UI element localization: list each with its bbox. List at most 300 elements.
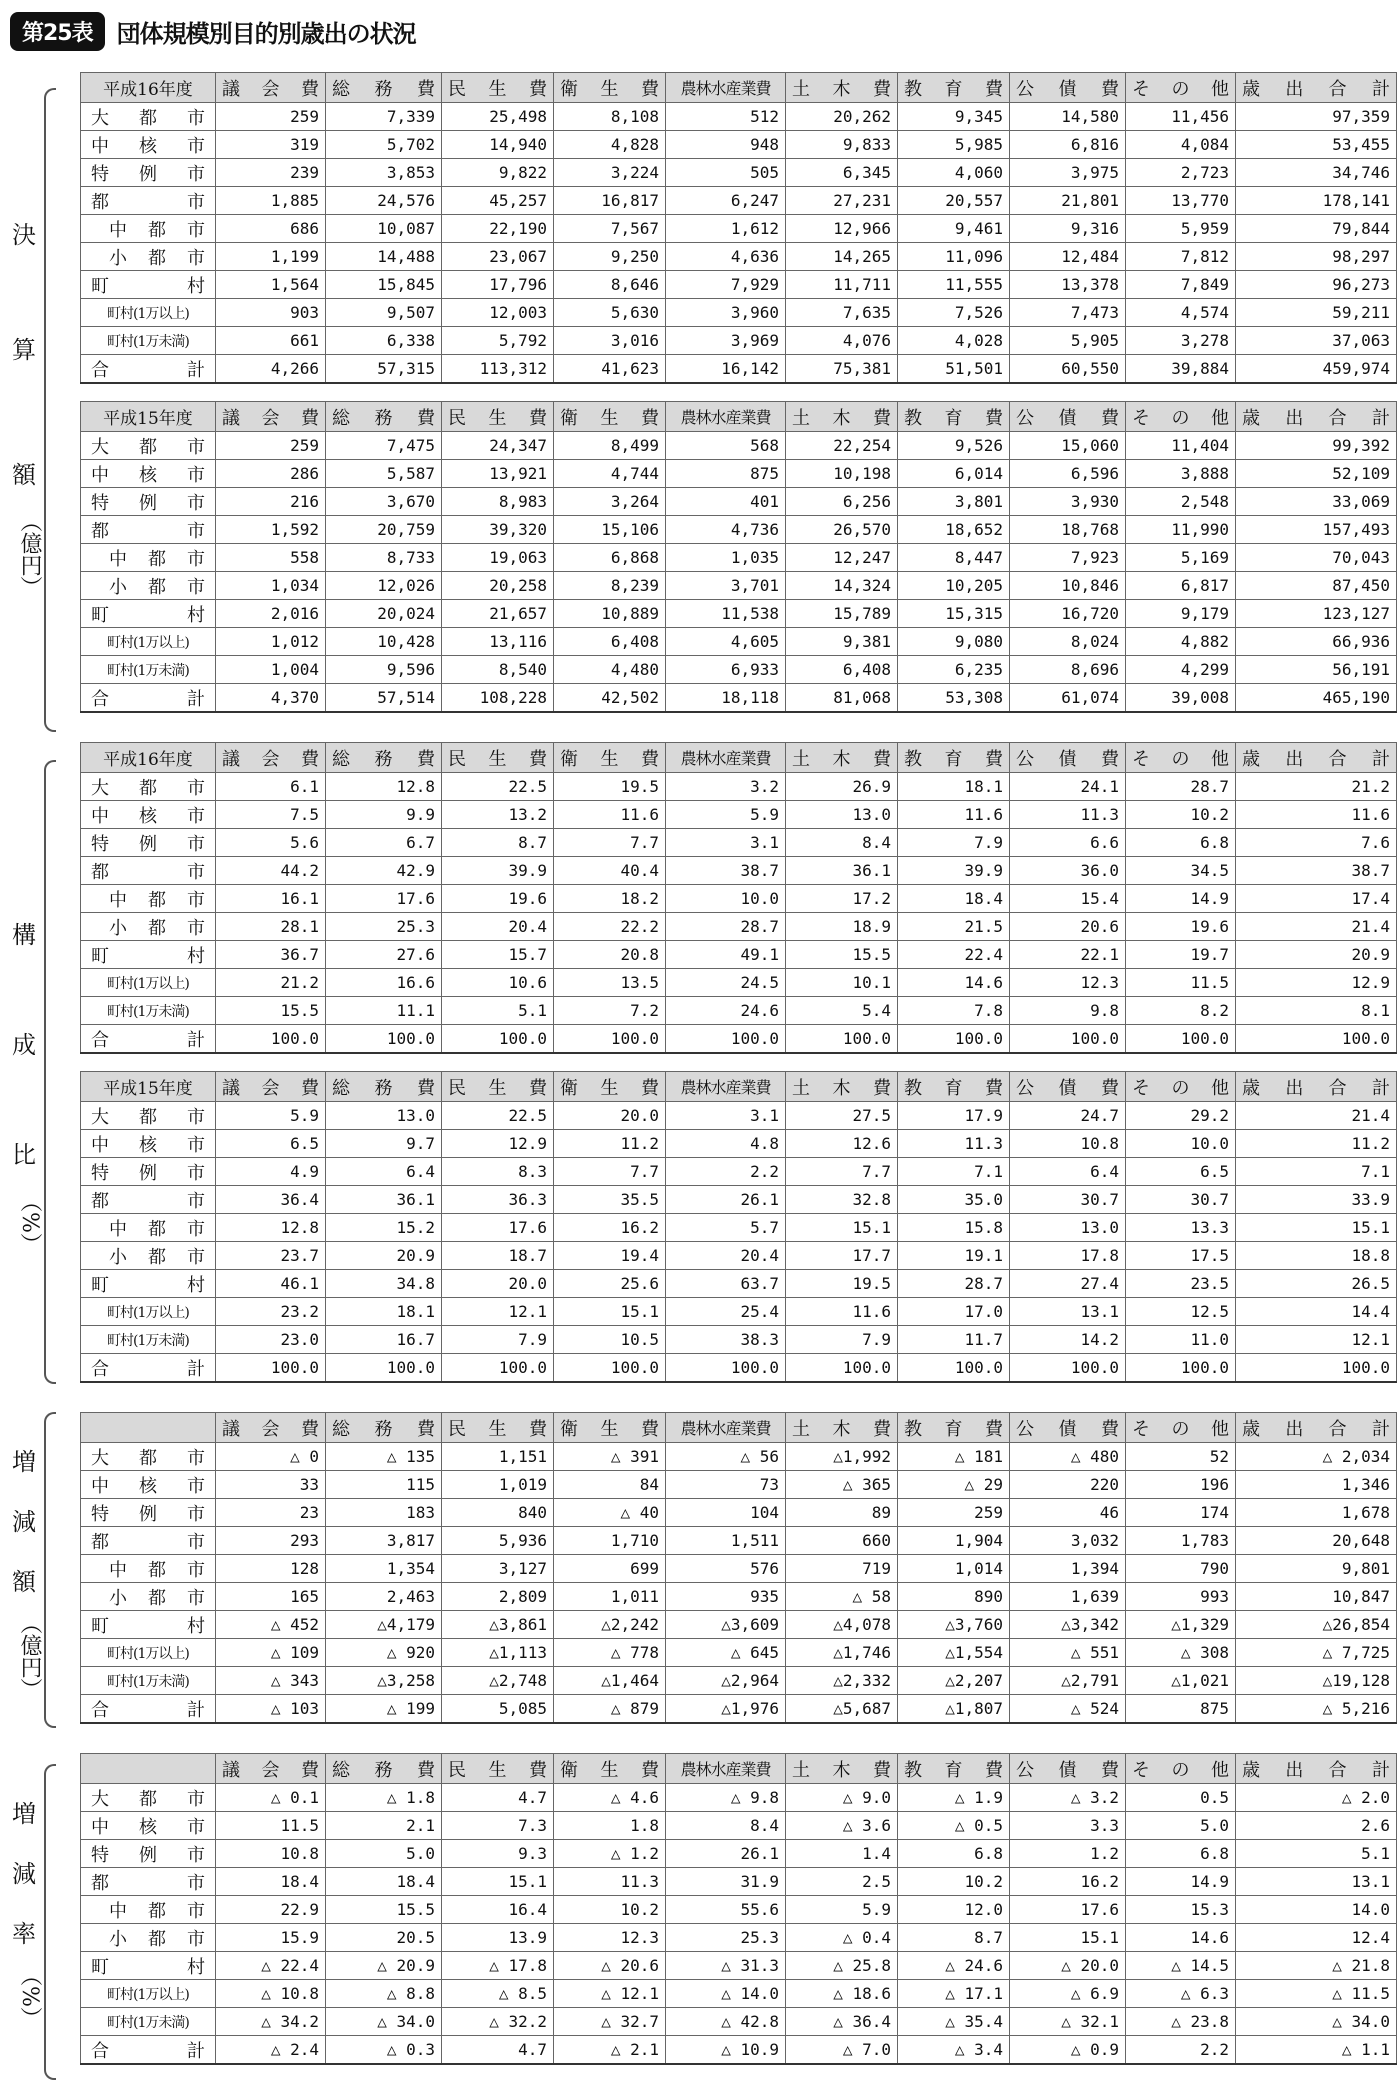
table-cell: 20.5 — [326, 1924, 442, 1952]
table-cell: 9,596 — [326, 656, 442, 684]
table-row — [81, 941, 1397, 969]
table-cell: 39,008 — [1126, 684, 1236, 713]
table-cell: 26.1 — [666, 1840, 786, 1868]
table-cell: 3.1 — [666, 829, 786, 857]
column-header: 公債費 — [1010, 743, 1126, 773]
table-cell: △ 17.1 — [898, 1980, 1010, 2008]
header-row — [81, 743, 1397, 773]
column-header: その他 — [1126, 73, 1236, 103]
table-cell: △ 0.1 — [216, 1784, 326, 1812]
table-row — [81, 1840, 1397, 1868]
table-cell: △ 365 — [786, 1471, 898, 1499]
table-cell: 12.0 — [898, 1896, 1010, 1924]
table-cell: 1,151 — [442, 1443, 554, 1471]
table-cell: 6.8 — [1126, 829, 1236, 857]
table-cell: 5,985 — [898, 131, 1010, 159]
table-cell: 2.2 — [666, 1158, 786, 1186]
table-cell: 1,034 — [216, 572, 326, 600]
column-header: 議会費 — [216, 1072, 326, 1102]
table-cell: 100.0 — [786, 1354, 898, 1383]
table-row — [81, 885, 1397, 913]
table-cell: △1,464 — [554, 1667, 666, 1695]
table-cell: 6,247 — [666, 187, 786, 215]
row-label: 特例市 — [81, 829, 216, 857]
table-cell: 259 — [216, 432, 326, 460]
table-cell: △1,021 — [1126, 1667, 1236, 1695]
table-row — [81, 1443, 1397, 1471]
table-cell: 17.8 — [1010, 1242, 1126, 1270]
table-cell: △ 480 — [1010, 1443, 1126, 1471]
table-cell: 7.3 — [442, 1812, 554, 1840]
table-cell: 20.0 — [442, 1270, 554, 1298]
row-label: 合計 — [81, 1354, 216, 1383]
table-cell: 10.0 — [1126, 1130, 1236, 1158]
table-cell: 13.1 — [1010, 1298, 1126, 1326]
table-cell: 56,191 — [1236, 656, 1397, 684]
table-cell: 9.7 — [326, 1130, 442, 1158]
table-cell: 7,475 — [326, 432, 442, 460]
table-cell: 49.1 — [666, 941, 786, 969]
table-cell: 5,792 — [442, 327, 554, 355]
table-cell: 1,019 — [442, 1471, 554, 1499]
column-header: 農林水産業費 — [666, 1413, 786, 1443]
table-cell: 36.1 — [786, 857, 898, 885]
table-cell: 19.5 — [786, 1270, 898, 1298]
table-cell: △ 3.2 — [1010, 1784, 1126, 1812]
table-row — [81, 488, 1397, 516]
section-bracket — [44, 1764, 56, 2080]
table-row — [81, 131, 1397, 159]
table-cell: 15.8 — [898, 1214, 1010, 1242]
table-cell: 3,888 — [1126, 460, 1236, 488]
table-cell: 19.4 — [554, 1242, 666, 1270]
table-cell: 14.0 — [1236, 1896, 1397, 1924]
column-header: 教育費 — [898, 1754, 1010, 1784]
table-cell: △ 920 — [326, 1639, 442, 1667]
table-cell: 5,630 — [554, 299, 666, 327]
table-cell: 20,262 — [786, 103, 898, 131]
table-cell: 660 — [786, 1527, 898, 1555]
table-cell: 286 — [216, 460, 326, 488]
table-cell: 6,868 — [554, 544, 666, 572]
column-header: 公債費 — [1010, 402, 1126, 432]
table-cell: △ 21.8 — [1236, 1952, 1397, 1980]
table-cell: 1.4 — [786, 1840, 898, 1868]
table-cell: 12.1 — [1236, 1326, 1397, 1354]
section-label-char: 算 — [12, 336, 36, 364]
table-cell: 9.8 — [1010, 997, 1126, 1025]
table-cell: 1,354 — [326, 1555, 442, 1583]
column-header: 議会費 — [216, 1413, 326, 1443]
table-cell: 5.0 — [326, 1840, 442, 1868]
table-cell: 19,063 — [442, 544, 554, 572]
table-cell: 7,339 — [326, 103, 442, 131]
table-row — [81, 460, 1397, 488]
table-cell: 6,235 — [898, 656, 1010, 684]
table-cell: 53,455 — [1236, 131, 1397, 159]
row-label: 町村 — [81, 941, 216, 969]
table-cell: △2,791 — [1010, 1667, 1126, 1695]
table-row — [81, 1186, 1397, 1214]
row-label: 中都市 — [81, 885, 216, 913]
table-cell: 36.3 — [442, 1186, 554, 1214]
table-cell: 11,096 — [898, 243, 1010, 271]
table-cell: △3,258 — [326, 1667, 442, 1695]
table-cell: △1,992 — [786, 1443, 898, 1471]
table-cell: 9.9 — [326, 801, 442, 829]
table-cell: 100.0 — [898, 1025, 1010, 1054]
table-row — [81, 997, 1397, 1025]
table-cell: △ 2.0 — [1236, 1784, 1397, 1812]
table-cell: 4,882 — [1126, 628, 1236, 656]
row-label: 特例市 — [81, 1840, 216, 1868]
table-cell: 21.2 — [1236, 773, 1397, 801]
table-row — [81, 1952, 1397, 1980]
table-cell: 33.9 — [1236, 1186, 1397, 1214]
section-label-char: 成 — [12, 1031, 36, 1059]
table-cell: 12.8 — [216, 1214, 326, 1242]
table-cell: 8,540 — [442, 656, 554, 684]
column-header: 衛生費 — [554, 743, 666, 773]
table-cell: 22,254 — [786, 432, 898, 460]
table-cell: 33 — [216, 1471, 326, 1499]
row-label: 小都市 — [81, 572, 216, 600]
table-cell: △ 391 — [554, 1443, 666, 1471]
table-cell: 11,538 — [666, 600, 786, 628]
table-cell: 12.9 — [1236, 969, 1397, 997]
table-cell: 22.2 — [554, 913, 666, 941]
table-cell: 18,652 — [898, 516, 1010, 544]
table-cell: 13.0 — [1010, 1214, 1126, 1242]
table-cell: 19.6 — [442, 885, 554, 913]
table-row — [81, 159, 1397, 187]
table-cell: △ 0.3 — [326, 2036, 442, 2065]
row-label: 町村(1万未満) — [81, 1667, 216, 1695]
column-header: 衛生費 — [554, 1413, 666, 1443]
table-cell: △ 7.0 — [786, 2036, 898, 2065]
table-cell: 16.6 — [326, 969, 442, 997]
table-cell: 7,526 — [898, 299, 1010, 327]
column-header: 歳出合計 — [1236, 1754, 1397, 1784]
table-cell: △ 0.4 — [786, 1924, 898, 1952]
table-cell: 28.7 — [898, 1270, 1010, 1298]
table-row — [81, 1812, 1397, 1840]
row-label: 都市 — [81, 1868, 216, 1896]
table-cell: 87,450 — [1236, 572, 1397, 600]
column-header: その他 — [1126, 1413, 1236, 1443]
table-cell: 7.2 — [554, 997, 666, 1025]
table-cell: 24.1 — [1010, 773, 1126, 801]
table-cell: △ 6.9 — [1010, 1980, 1126, 2008]
row-label: 中都市 — [81, 544, 216, 572]
row-label: 町村(1万以上) — [81, 969, 216, 997]
row-label: 特例市 — [81, 1499, 216, 1527]
section-label-char: 額 — [12, 1568, 36, 1596]
table-cell: 18.1 — [898, 773, 1010, 801]
table-cell: 13.5 — [554, 969, 666, 997]
table-cell: △2,242 — [554, 1611, 666, 1639]
column-header: 総務費 — [326, 402, 442, 432]
table-cell: 568 — [666, 432, 786, 460]
change-amount-table — [80, 1412, 1397, 1724]
table-cell: 6.5 — [1126, 1158, 1236, 1186]
table-cell: 42.9 — [326, 857, 442, 885]
table-row — [81, 2008, 1397, 2036]
table-row — [81, 1527, 1397, 1555]
table-cell: 14.4 — [1236, 1298, 1397, 1326]
table-cell: △ 9.8 — [666, 1784, 786, 1812]
table-cell: △ 1.2 — [554, 1840, 666, 1868]
table-cell: 26.9 — [786, 773, 898, 801]
table-cell: 28.1 — [216, 913, 326, 941]
table-row — [81, 857, 1397, 885]
row-label: 中都市 — [81, 1555, 216, 1583]
table-cell: 10,847 — [1236, 1583, 1397, 1611]
section-label-char: （%） — [17, 1190, 42, 1255]
table-cell: 6,933 — [666, 656, 786, 684]
table-cell: 21.4 — [1236, 913, 1397, 941]
column-header: 歳出合計 — [1236, 743, 1397, 773]
table-cell: 699 — [554, 1555, 666, 1583]
row-label: 町村(1万未満) — [81, 997, 216, 1025]
table-cell: 4,480 — [554, 656, 666, 684]
row-label: 都市 — [81, 516, 216, 544]
table-cell: 53,308 — [898, 684, 1010, 713]
table-row — [81, 969, 1397, 997]
table-cell: 11.3 — [554, 1868, 666, 1896]
column-header: 民生費 — [442, 1072, 554, 1102]
table-cell: 29.2 — [1126, 1102, 1236, 1130]
table-cell: △ 20.9 — [326, 1952, 442, 1980]
column-header: 歳出合計 — [1236, 1072, 1397, 1102]
table-cell: △ 2.4 — [216, 2036, 326, 2065]
table-cell: 7.9 — [442, 1326, 554, 1354]
table-cell: 875 — [1126, 1695, 1236, 1724]
table-row — [81, 1158, 1397, 1186]
table-cell: 9,822 — [442, 159, 554, 187]
table-cell: 15,315 — [898, 600, 1010, 628]
table-cell: 9,179 — [1126, 600, 1236, 628]
row-label: 中核市 — [81, 1812, 216, 1840]
settlement-table-h15 — [80, 401, 1397, 713]
table-cell: 27,231 — [786, 187, 898, 215]
table-cell: 15.9 — [216, 1924, 326, 1952]
table-cell: 9,345 — [898, 103, 1010, 131]
table-cell: 6,408 — [786, 656, 898, 684]
table-cell: 21.5 — [898, 913, 1010, 941]
section-label-char: 率 — [12, 1920, 36, 1948]
table-cell: 24,576 — [326, 187, 442, 215]
table-cell: 8.7 — [898, 1924, 1010, 1952]
table-cell: 11.7 — [898, 1326, 1010, 1354]
table-cell: 46.1 — [216, 1270, 326, 1298]
table-cell: 44.2 — [216, 857, 326, 885]
table-cell: △4,179 — [326, 1611, 442, 1639]
table-cell: 10.0 — [666, 885, 786, 913]
table-cell: 2.2 — [1126, 2036, 1236, 2065]
table-cell: △ 103 — [216, 1695, 326, 1724]
table-cell: △ 36.4 — [786, 2008, 898, 2036]
table-cell: 661 — [216, 327, 326, 355]
table-cell: 4,370 — [216, 684, 326, 713]
table-cell: 100.0 — [1236, 1354, 1397, 1383]
table-cell: 15,106 — [554, 516, 666, 544]
row-label: 町村(1万以上) — [81, 1298, 216, 1326]
table-cell: 6.1 — [216, 773, 326, 801]
table-cell: 1.8 — [554, 1812, 666, 1840]
table-row — [81, 684, 1397, 713]
column-header: 土木費 — [786, 402, 898, 432]
table-cell: 7.9 — [898, 829, 1010, 857]
table-cell: 18.2 — [554, 885, 666, 913]
row-label: 合計 — [81, 355, 216, 384]
table-cell: 17.0 — [898, 1298, 1010, 1326]
row-label: 中都市 — [81, 1214, 216, 1242]
table-cell: 14.6 — [898, 969, 1010, 997]
table-cell: 3,801 — [898, 488, 1010, 516]
column-header: 公債費 — [1010, 1754, 1126, 1784]
table-cell: 8.1 — [1236, 997, 1397, 1025]
table-cell: 2.6 — [1236, 1812, 1397, 1840]
section-label-char: 減 — [12, 1860, 36, 1888]
table-cell: 17.6 — [326, 885, 442, 913]
table-cell: 7,473 — [1010, 299, 1126, 327]
column-header: 教育費 — [898, 1413, 1010, 1443]
table-cell: 259 — [898, 1499, 1010, 1527]
table-cell: 196 — [1126, 1471, 1236, 1499]
table-cell: 1,014 — [898, 1555, 1010, 1583]
table-cell: 576 — [666, 1555, 786, 1583]
table-cell: 9,080 — [898, 628, 1010, 656]
table-cell: 37,063 — [1236, 327, 1397, 355]
section-bracket — [44, 1412, 56, 1728]
table-cell: 5.0 — [1126, 1812, 1236, 1840]
table-cell: 108,228 — [442, 684, 554, 713]
table-cell: 6.8 — [1126, 1840, 1236, 1868]
table-cell: 41,623 — [554, 355, 666, 384]
column-header: 農林水産業費 — [666, 402, 786, 432]
table-cell: △ 1.1 — [1236, 2036, 1397, 2065]
table-cell: 66,936 — [1236, 628, 1397, 656]
table-cell: 75,381 — [786, 355, 898, 384]
table-cell: 8,983 — [442, 488, 554, 516]
column-header: 民生費 — [442, 743, 554, 773]
table-cell: 2.1 — [326, 1812, 442, 1840]
table-cell: 100.0 — [786, 1025, 898, 1054]
table-cell: 459,974 — [1236, 355, 1397, 384]
table-cell: 100.0 — [898, 1354, 1010, 1383]
table-cell: 20,557 — [898, 187, 1010, 215]
section-label-char: 増 — [12, 1800, 36, 1828]
table-cell: 24.6 — [666, 997, 786, 1025]
table-row — [81, 187, 1397, 215]
table-cell: 1,394 — [1010, 1555, 1126, 1583]
table-cell: △ 17.8 — [442, 1952, 554, 1980]
table-cell: 10,198 — [786, 460, 898, 488]
table-cell: 4.7 — [442, 1784, 554, 1812]
table-cell: 5.7 — [666, 1214, 786, 1242]
table-cell: 38.3 — [666, 1326, 786, 1354]
table-cell: 6,816 — [1010, 131, 1126, 159]
table-cell: 9,833 — [786, 131, 898, 159]
table-cell: △ 14.5 — [1126, 1952, 1236, 1980]
table-cell: 40.4 — [554, 857, 666, 885]
row-label: 特例市 — [81, 159, 216, 187]
row-label: 町村 — [81, 1270, 216, 1298]
table-cell: △ 0 — [216, 1443, 326, 1471]
table-cell: 6,256 — [786, 488, 898, 516]
table-cell: 15,845 — [326, 271, 442, 299]
table-cell: 178,141 — [1236, 187, 1397, 215]
table-cell: 100.0 — [216, 1025, 326, 1054]
table-cell: 505 — [666, 159, 786, 187]
table-cell: 20.8 — [554, 941, 666, 969]
table-cell: △3,861 — [442, 1611, 554, 1639]
row-label: 合計 — [81, 684, 216, 713]
table-cell: 23.5 — [1126, 1270, 1236, 1298]
table-cell: 239 — [216, 159, 326, 187]
table-cell: 22.9 — [216, 1896, 326, 1924]
table-row — [81, 801, 1397, 829]
table-row — [81, 1242, 1397, 1270]
column-header: 総務費 — [326, 1413, 442, 1443]
table-cell: △ 32.1 — [1010, 2008, 1126, 2036]
column-header: その他 — [1126, 1754, 1236, 1784]
table-cell: △ 2,034 — [1236, 1443, 1397, 1471]
column-header: 教育費 — [898, 402, 1010, 432]
table-cell: 8,447 — [898, 544, 1010, 572]
table-cell: 9,250 — [554, 243, 666, 271]
table-cell: 3,032 — [1010, 1527, 1126, 1555]
column-header: 総務費 — [326, 1072, 442, 1102]
row-label: 中核市 — [81, 801, 216, 829]
table-cell: 12,484 — [1010, 243, 1126, 271]
table-cell: 7,849 — [1126, 271, 1236, 299]
table-cell: 8,696 — [1010, 656, 1126, 684]
table-cell: 10.2 — [554, 1896, 666, 1924]
table-row — [81, 516, 1397, 544]
table-row — [81, 572, 1397, 600]
table-cell: 16,720 — [1010, 600, 1126, 628]
table-cell: 7,567 — [554, 215, 666, 243]
row-label: 中都市 — [81, 215, 216, 243]
table-row — [81, 1555, 1397, 1583]
column-header: 衛生費 — [554, 1072, 666, 1102]
table-row — [81, 628, 1397, 656]
table-cell: 4,076 — [786, 327, 898, 355]
table-cell: 5.1 — [1236, 1840, 1397, 1868]
table-cell: 8.4 — [666, 1812, 786, 1840]
row-label: 特例市 — [81, 1158, 216, 1186]
table-cell: 18.9 — [786, 913, 898, 941]
table-cell: 16,817 — [554, 187, 666, 215]
table-cell: 15.3 — [1126, 1896, 1236, 1924]
table-cell: 22.1 — [1010, 941, 1126, 969]
table-cell: △ 3.4 — [898, 2036, 1010, 2065]
section-bracket — [44, 760, 56, 1384]
row-label: 町村(1万未満) — [81, 327, 216, 355]
table-cell: 11,990 — [1126, 516, 1236, 544]
table-cell: 3,127 — [442, 1555, 554, 1583]
table-cell: △ 29 — [898, 1471, 1010, 1499]
table-cell: 20.6 — [1010, 913, 1126, 941]
table-cell: 9,507 — [326, 299, 442, 327]
row-label: 合計 — [81, 1025, 216, 1054]
table-cell: 890 — [898, 1583, 1010, 1611]
column-header: 土木費 — [786, 1072, 898, 1102]
table-cell: 23 — [216, 1499, 326, 1527]
table-cell: 16.2 — [554, 1214, 666, 1242]
